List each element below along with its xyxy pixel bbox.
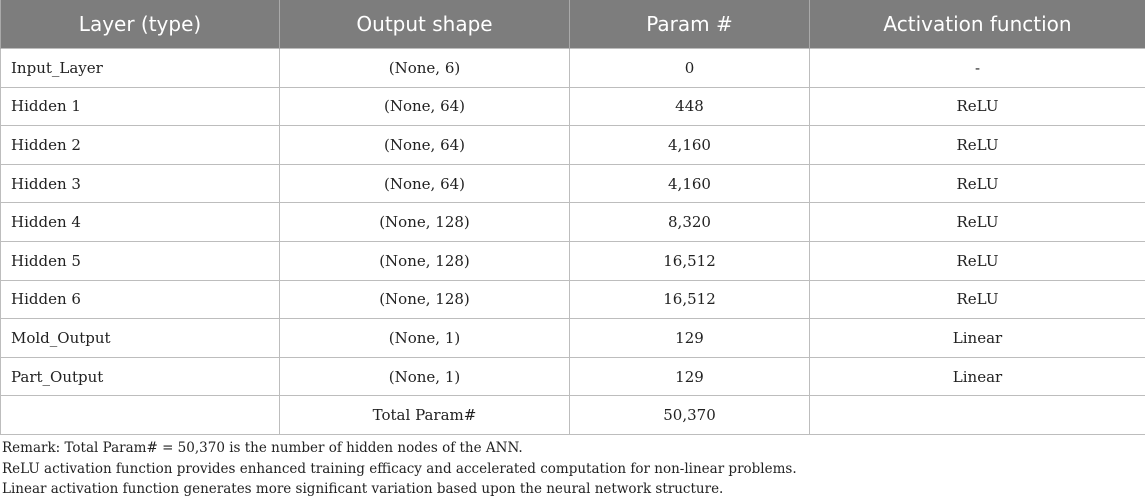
cell-output-shape: (None, 1) <box>280 319 570 358</box>
table-row <box>1 87 1145 126</box>
table-row <box>1 357 1145 396</box>
cell-activation: ReLU <box>810 164 1145 203</box>
cell-layer: Hidden 4 <box>1 203 280 242</box>
cell-activation: Linear <box>810 319 1145 358</box>
cell-param: 129 <box>570 319 810 358</box>
cell-output-shape: (None, 6) <box>280 49 570 88</box>
cell-activation <box>810 396 1145 435</box>
total-row <box>1 396 1145 435</box>
cell-activation: ReLU <box>810 87 1145 126</box>
cell-activation: ReLU <box>810 280 1145 319</box>
table-row <box>1 126 1145 165</box>
cell-param: 4,160 <box>570 126 810 165</box>
cell-param: 16,512 <box>570 241 810 280</box>
cell-param: 448 <box>570 87 810 126</box>
total-value: 50,370 <box>570 396 810 435</box>
cell-output-shape: (None, 128) <box>280 241 570 280</box>
cell-param: 0 <box>570 49 810 88</box>
remark-linear: Linear activation function generates more significant variation based upon the neural network structure. <box>2 479 797 500</box>
cell-output-shape: (None, 64) <box>280 87 570 126</box>
cell-layer <box>1 396 280 435</box>
cell-param: 16,512 <box>570 280 810 319</box>
cell-output-shape: (None, 128) <box>280 280 570 319</box>
cell-layer: Hidden 5 <box>1 241 280 280</box>
header-param-count: Param # <box>570 0 810 49</box>
remark-total-params: Remark: Total Param# = 50,370 is the number of hidden nodes of the ANN. <box>2 438 797 459</box>
table-header <box>1 0 1145 49</box>
table-remarks <box>2 438 797 500</box>
cell-output-shape: (None, 64) <box>280 164 570 203</box>
table-row <box>1 203 1145 242</box>
cell-activation: ReLU <box>810 203 1145 242</box>
table-row <box>1 280 1145 319</box>
header-output-shape: Output shape <box>280 0 570 49</box>
cell-activation: - <box>810 49 1145 88</box>
cell-layer: Hidden 1 <box>1 87 280 126</box>
cell-output-shape: (None, 128) <box>280 203 570 242</box>
cell-param: 8,320 <box>570 203 810 242</box>
table-row <box>1 241 1145 280</box>
cell-layer: Hidden 3 <box>1 164 280 203</box>
header-row <box>1 0 1145 49</box>
cell-activation: ReLU <box>810 126 1145 165</box>
cell-output-shape: (None, 1) <box>280 357 570 396</box>
cell-param: 4,160 <box>570 164 810 203</box>
cell-layer: Input_Layer <box>1 49 280 88</box>
header-activation-function: Activation function <box>810 0 1145 49</box>
header-layer-type: Layer (type) <box>1 0 280 49</box>
table-row <box>1 164 1145 203</box>
cell-layer: Hidden 6 <box>1 280 280 319</box>
total-label: Total Param# <box>280 396 570 435</box>
cell-layer: Mold_Output <box>1 319 280 358</box>
cell-param: 129 <box>570 357 810 396</box>
cell-layer: Part_Output <box>1 357 280 396</box>
table-row <box>1 319 1145 358</box>
table-body <box>1 49 1145 435</box>
cell-output-shape: (None, 64) <box>280 126 570 165</box>
cell-layer: Hidden 2 <box>1 126 280 165</box>
remark-relu: ReLU activation function provides enhanced training efficacy and accelerated computation for non-linear problems. <box>2 459 797 480</box>
cell-activation: ReLU <box>810 241 1145 280</box>
table-row <box>1 49 1145 88</box>
cell-activation: Linear <box>810 357 1145 396</box>
